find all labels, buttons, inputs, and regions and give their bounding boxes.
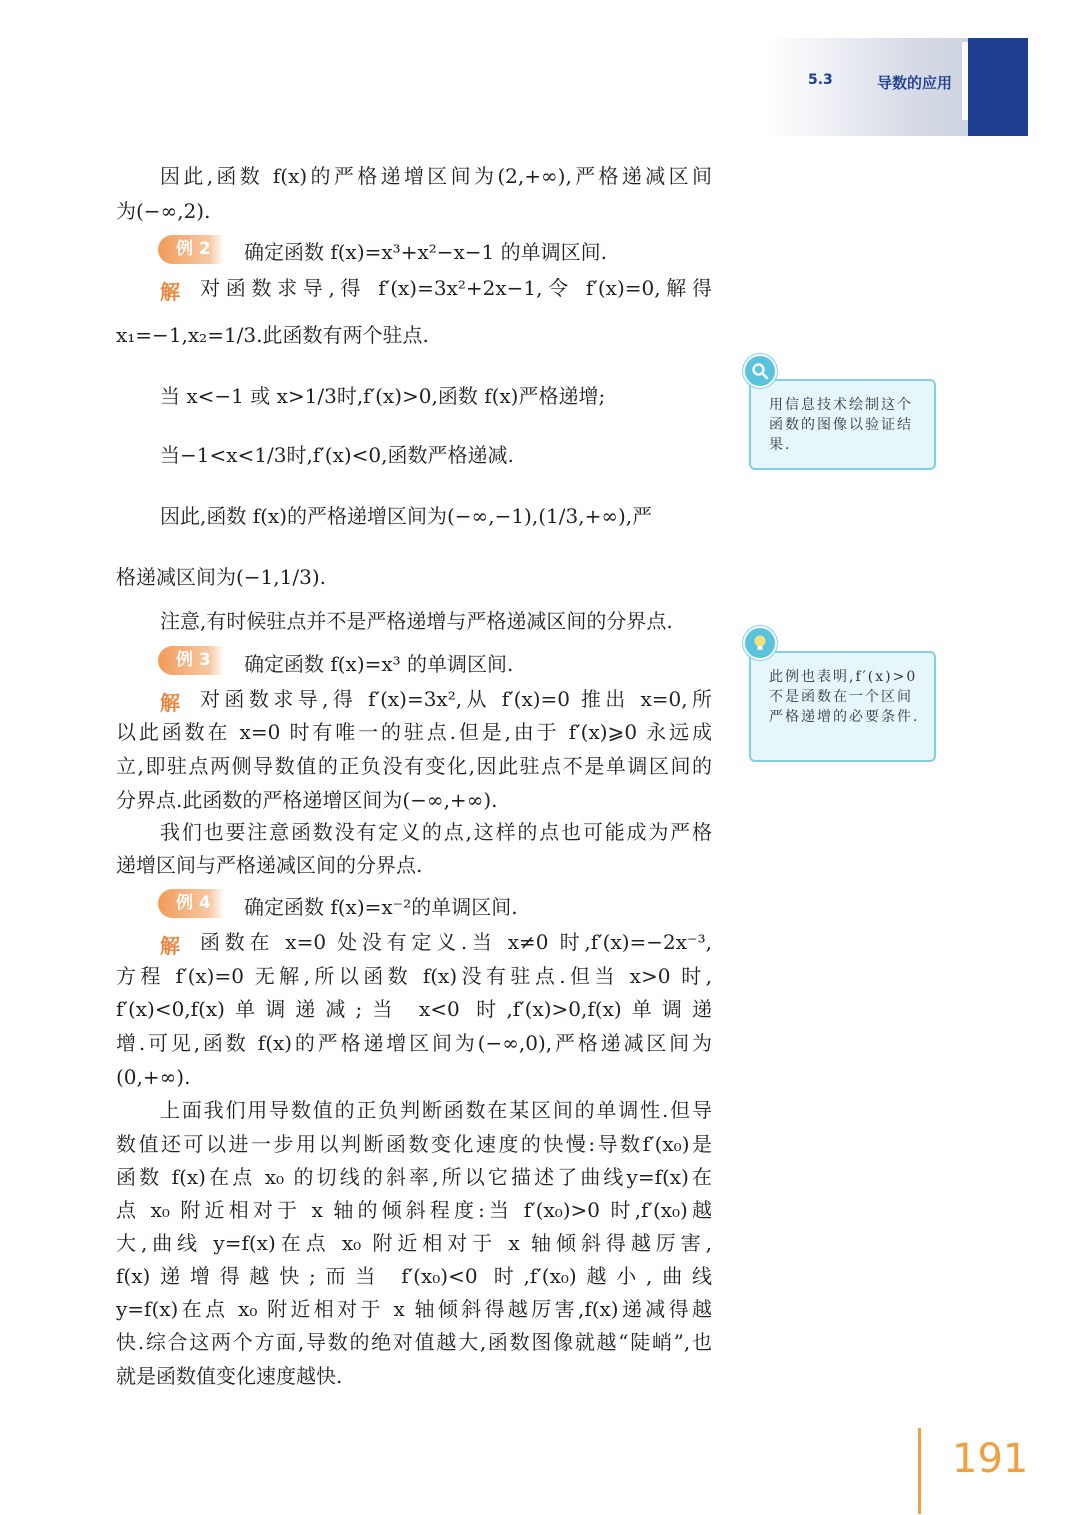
section-title: 导数的应用 — [877, 74, 953, 92]
body-line: f′(x)<0,f(x)单调递减;当 x<0 时,f′(x)>0,f(x)单调递 — [116, 997, 712, 1021]
body-line: 快.综合这两个方面,导数的绝对值越大,函数图像就越“陡峭”,也 — [116, 1330, 712, 1354]
body-line: y=f(x)在点 x₀ 附近相对于 x 轴倾斜得越厉害,f(x)递减得越 — [116, 1297, 712, 1321]
body-line: 方程 f′(x)=0 无解,所以函数 f(x)没有驻点.但当 x>0 时, — [116, 964, 712, 988]
body-line: 格递减区间为(−1,1/3). — [116, 565, 326, 589]
page-number-divider — [918, 1428, 921, 1514]
body-line: 函数在 x=0 处没有定义.当 x≠0 时,f′(x)=−2x⁻³, — [200, 930, 712, 954]
body-line: 因此,函数 f(x)的严格递增区间为(2,+∞),严格递减区间 — [160, 164, 712, 188]
body-line: 当−1<x<1/3时,f′(x)<0,函数严格递减. — [160, 443, 514, 467]
search-icon — [743, 354, 777, 388]
body-line: (0,+∞). — [116, 1065, 191, 1089]
body-line: 因此,函数 f(x)的严格递增区间为(−∞,−1),(1/3,+∞),严 — [160, 504, 653, 528]
side-note-verify — [749, 379, 936, 470]
body-line: 递增区间与严格递减区间的分界点. — [116, 853, 423, 877]
body-line: 函数 f(x)在点 x₀ 的切线的斜率,所以它描述了曲线y=f(x)在 — [116, 1165, 712, 1189]
page-number: 191 — [952, 1436, 1029, 1482]
chapter-header-blue-bar — [968, 38, 1028, 136]
body-line: x₁=−1,x₂=1/3.此函数有两个驻点. — [116, 323, 429, 347]
solution-label: 解 — [160, 280, 180, 304]
example-title: 确定函数 f(x)=x³+x²−x−1 的单调区间. — [244, 240, 607, 264]
example-title: 确定函数 f(x)=x³ 的单调区间. — [244, 652, 514, 676]
body-line: f(x)递增得越快;而当 f′(x₀)<0 时,f′(x₀)越小,曲线 — [116, 1264, 712, 1288]
example-label: 例 4 — [158, 889, 224, 918]
body-line: 当 x<−1 或 x>1/3时,f′(x)>0,函数 f(x)严格递增; — [160, 384, 606, 408]
body-line: 上面我们用导数值的正负判断函数在某区间的单调性.但导 — [160, 1098, 712, 1122]
body-line: 数值还可以进一步用以判断函数变化速度的快慢:导数f′(x₀)是 — [116, 1132, 712, 1156]
body-line: 我们也要注意函数没有定义的点,这样的点也可能成为严格 — [160, 820, 712, 844]
example-label: 例 2 — [158, 235, 224, 264]
header-divider — [962, 42, 968, 120]
body-line: 对函数求导,得 f′(x)=3x²+2x−1,令 f′(x)=0,解得 — [200, 276, 712, 300]
body-line: 为(−∞,2). — [116, 199, 211, 223]
body-line: 增.可见,函数 f(x)的严格递增区间为(−∞,0),严格递减区间为 — [116, 1031, 712, 1055]
side-note-tip — [749, 651, 936, 762]
body-line: 以此函数在 x=0 时有唯一的驻点.但是,由于 f′(x)⩾0 永远成 — [116, 720, 712, 744]
body-line: 就是函数值变化速度越快. — [116, 1364, 343, 1388]
body-line: 点 x₀ 附近相对于 x 轴的倾斜程度:当 f′(x₀)>0 时,f′(x₀)越 — [116, 1198, 712, 1222]
side-note-text: 此例也表明,f′(x)>0 不是函数在一个区间严格递增的必要条件. — [769, 669, 920, 725]
side-note-text: 用信息技术绘制这个函数的图像以验证结果. — [769, 397, 913, 453]
body-line: 对函数求导,得 f′(x)=3x²,从 f′(x)=0 推出 x=0,所 — [200, 687, 712, 711]
example-title: 确定函数 f(x)=x⁻²的单调区间. — [244, 895, 518, 919]
example-label: 例 3 — [158, 646, 224, 675]
body-line: 分界点.此函数的严格递增区间为(−∞,+∞). — [116, 788, 498, 812]
solution-label: 解 — [160, 691, 180, 715]
solution-label: 解 — [160, 934, 180, 958]
body-line: 注意,有时候驻点并不是严格递增与严格递减区间的分界点. — [160, 609, 673, 633]
section-number: 5.3 — [808, 72, 833, 88]
body-line: 立,即驻点两侧导数值的正负没有变化,因此驻点不是单调区间的 — [116, 754, 712, 778]
lightbulb-icon — [743, 626, 777, 660]
body-line: 大,曲线 y=f(x)在点 x₀ 附近相对于 x 轴倾斜得越厉害, — [116, 1231, 712, 1255]
